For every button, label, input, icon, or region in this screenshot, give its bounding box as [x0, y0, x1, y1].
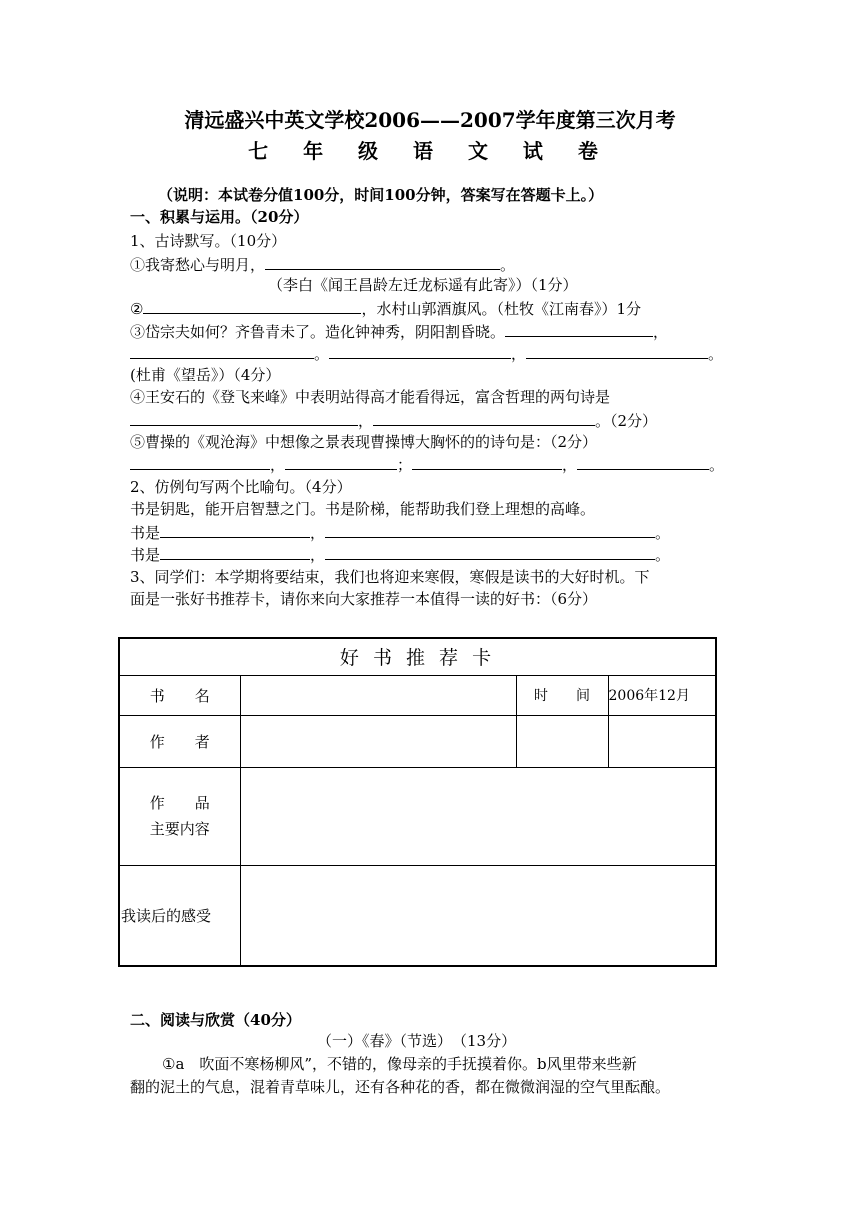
q2-label: 2、仿例句写两个比喻句。（4分）	[130, 478, 352, 496]
exam-subtitle: 七 年 级 语 文 试 卷	[248, 139, 612, 163]
q1-line1	[130, 253, 515, 276]
q1-line5: (杜甫《望岳》）（4分）	[130, 366, 281, 384]
exam-note: （说明：本试卷分值100分，时间100分钟，答案写在答题卡上。）	[158, 186, 604, 204]
q1-line2	[130, 297, 641, 320]
q1-line2-text: ，水村山郭酒旗风。（杜牧《江南春》）1分	[361, 300, 641, 318]
answer-blank[interactable]	[505, 320, 653, 337]
sep: ，	[511, 345, 527, 363]
q1-line3-end: ，	[653, 323, 669, 341]
card-author-field[interactable]	[240, 715, 516, 767]
q1-line9	[130, 453, 724, 476]
passage-line1: ①a 吹面不寒杨柳风”，不错的，像母亲的手抚摸着你。b风里带来些新	[162, 1055, 637, 1073]
q1-line6: ④王安石的《登飞来峰》中表明站得高才能看得远，富含哲理的两句诗是	[130, 388, 611, 406]
card-content-field[interactable]	[240, 767, 716, 865]
card-feeling-field[interactable]	[240, 865, 716, 966]
card-content-label-line2: 主要内容	[149, 820, 210, 838]
answer-blank[interactable]	[329, 342, 511, 359]
q2-answer-2	[130, 543, 670, 566]
card-book-name-label: 书 名	[119, 675, 240, 715]
section2-heading: 二、阅读与欣赏（40分）	[130, 1011, 301, 1029]
sep: ，	[562, 456, 578, 474]
answer-blank[interactable]	[130, 409, 358, 426]
q1-line3-text: ③岱宗夫如何？齐鲁青未了。造化钟神秀，阴阳割昏晓。	[130, 323, 506, 341]
sep: 。	[655, 524, 671, 542]
q1-line7	[130, 409, 657, 432]
q2-answer-1	[130, 521, 670, 544]
q3-line1: 3、同学们：本学期将要结束，我们也将迎来寒假，寒假是读书的大好时机。下	[130, 568, 650, 586]
passage-line2: 翻的泥土的气息，混着青草味儿，还有各种花的香，都在微微润湿的空气里酝酿。	[130, 1078, 671, 1096]
q1-line2-num: ②	[130, 300, 144, 318]
sep: 。	[655, 546, 671, 564]
answer-blank[interactable]	[412, 453, 562, 470]
answer-blank[interactable]	[325, 521, 655, 538]
sep: ；	[397, 456, 413, 474]
sep: ，	[310, 524, 326, 542]
sep: 。	[709, 456, 725, 474]
answer-blank[interactable]	[130, 453, 270, 470]
answer-blank[interactable]	[325, 543, 655, 560]
q2-prefix: 书是	[130, 546, 161, 564]
sep: 。	[708, 345, 724, 363]
card-content-label	[119, 767, 240, 865]
answer-blank[interactable]	[285, 453, 397, 470]
book-recommendation-card	[118, 637, 717, 967]
card-time-label: 时 间	[516, 675, 608, 715]
q1-label: 1、古诗默写。（10分）	[130, 232, 287, 250]
sep: ，	[310, 546, 326, 564]
q2-example: 书是钥匙，能开启智慧之门。书是阶梯，能帮助我们登上理想的高峰。	[130, 500, 596, 518]
card-title: 好 书 推 荐 卡	[119, 638, 716, 675]
q3-line2: 面是一张好书推荐卡，请你来向大家推荐一本值得一读的好书：（6分）	[130, 590, 598, 608]
answer-blank[interactable]	[577, 453, 709, 470]
answer-blank[interactable]	[130, 342, 314, 359]
answer-blank[interactable]	[160, 521, 310, 538]
score: 。（2分）	[595, 412, 658, 430]
card-author-label: 作 者	[119, 715, 240, 767]
answer-blank[interactable]	[373, 409, 595, 426]
card-book-name-field[interactable]	[240, 675, 516, 715]
answer-blank[interactable]	[143, 297, 361, 314]
answer-blank[interactable]	[526, 342, 708, 359]
card-empty-cell[interactable]	[516, 715, 608, 767]
section1-heading: 一、积累与运用。（20分）	[130, 208, 309, 226]
answer-blank[interactable]	[160, 543, 310, 560]
q1-line1-text: ①我寄愁心与明月，	[130, 256, 266, 274]
q1-line3	[130, 320, 668, 343]
exam-title: 清远盛兴中英文学校2006——2007学年度第三次月考	[184, 108, 676, 132]
sep: ，	[270, 456, 286, 474]
answer-blank[interactable]	[265, 253, 500, 270]
card-time-value: 2006年12月	[608, 675, 716, 715]
q1-line8: ⑤曹操的《观沧海》中想像之景表现曹操博大胸怀的的诗句是：（2分）	[130, 433, 598, 451]
section2-subtitle: （一）《春》（节选） （13分）	[317, 1032, 517, 1050]
q1-line1-end: 。	[500, 256, 516, 274]
q2-prefix: 书是	[130, 524, 161, 542]
sep: ，	[358, 412, 374, 430]
card-content-label-line1: 作 品	[149, 794, 210, 812]
sep: 。	[314, 345, 330, 363]
q1-line1-source: （李白《闻王昌龄左迁龙标遥有此寄》）（1分）	[268, 276, 578, 294]
q1-line4	[130, 342, 723, 365]
card-feeling-label: 我读后的感受	[119, 865, 240, 966]
card-empty-cell[interactable]	[608, 715, 716, 767]
